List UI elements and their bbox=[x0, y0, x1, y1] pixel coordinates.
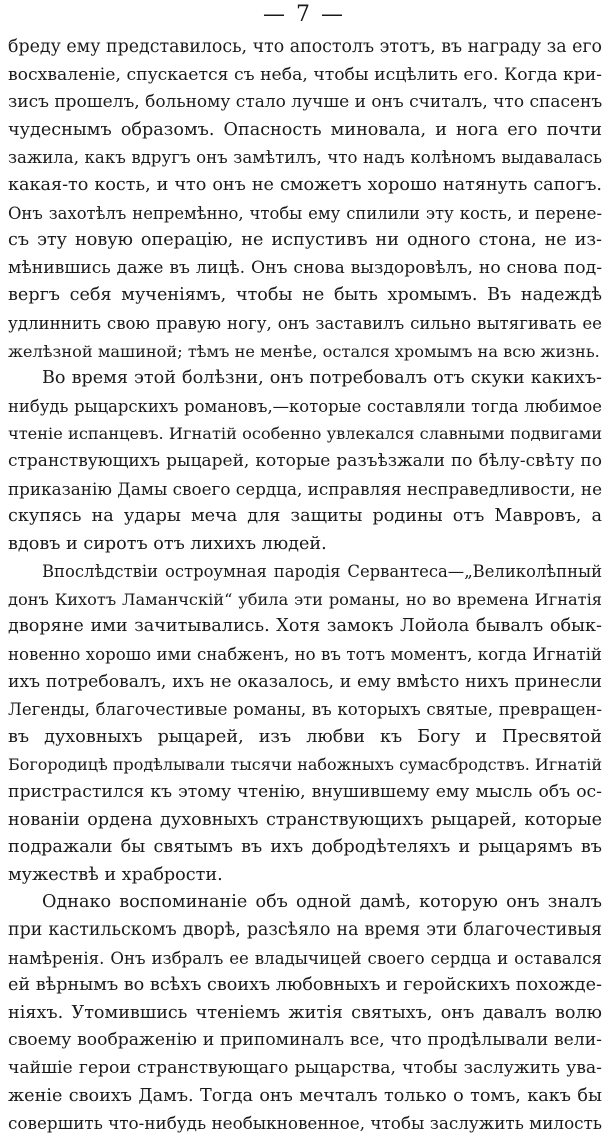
text-line: нибудь рыцарскихъ романовъ,—которые составляли тогда любимое bbox=[8, 396, 602, 416]
text-line: зажила, какъ вдругъ онъ замѣтилъ, что надъ колѣномъ выдавалась bbox=[8, 148, 602, 168]
text-line: Однако воспоминаніе объ одной дамѣ, которую онъ зналъ bbox=[42, 892, 602, 913]
text-line: донъ Кихотъ Ламанчскій“ убила эти романы, но во времена Игнатія bbox=[8, 589, 602, 609]
text-line: новенно хорошо ими снабженъ, но въ тотъ моментъ, когда Игнатій bbox=[8, 645, 602, 665]
paragraph bbox=[8, 889, 602, 1137]
text-line: удлиннить свою правую ногу, онъ заставилъ сильно вытягивать ее bbox=[8, 313, 602, 333]
text-line: мужествѣ и храбрости. bbox=[8, 864, 223, 885]
text-line: вдовъ и сиротъ отъ лихихъ людей. bbox=[8, 533, 327, 554]
body-text bbox=[8, 34, 602, 1138]
text-line: ей вѣрнымъ во всѣхъ своихъ любовныхъ и геройскихъ похожде- bbox=[8, 975, 602, 996]
text-line: бреду ему представилось, что апостолъ этотъ, въ награду за его bbox=[8, 37, 602, 57]
text-line: Богородицѣ продѣлывали тысячи набожныхъ сумасбродствъ. Игнатій bbox=[8, 755, 603, 775]
text-line: скупясь на удары меча для защиты родины отъ Мавровъ, а bbox=[8, 506, 602, 527]
text-line: чудеснымъ образомъ. Опасность миновала, и нога его почти bbox=[8, 119, 602, 140]
text-line: въ духовныхъ рыцарей, изъ любви къ Богу и Пресвятой bbox=[8, 726, 602, 747]
text-line: мѣнившись даже въ лицѣ. Онъ снова выздоровѣлъ, но снова под- bbox=[8, 257, 602, 278]
text-line: пристрастился къ этому чтенію, внушившему ему мысль объ ос- bbox=[8, 782, 602, 803]
text-line: странствующихъ рыцарей, которые разъѣзжали по бѣлу-свѣту по bbox=[8, 450, 602, 471]
text-line: совершить что-нибудь необыкновенное, чтобы заслужить милость bbox=[8, 1113, 602, 1134]
text-line: ихъ потребовалъ, ихъ не оказалось, и ему вмѣсто нихъ принесли bbox=[8, 671, 602, 692]
text-line: желѣзной машиной; тѣмъ не менѣе, остался хромымъ на всю жизнь. bbox=[8, 341, 600, 361]
text-line: намѣренія. Онъ избралъ ее владычицей своего сердца и оставался bbox=[8, 948, 602, 968]
text-line: съ эту новую операцію, не испустивъ ни одного стона, не из- bbox=[8, 230, 602, 251]
text-line: восхваленіе, спускается съ неба, чтобы исцѣлить его. Когда кри- bbox=[8, 64, 602, 85]
text-line: своему воображенію и припоминалъ все, что продѣлывали вели- bbox=[8, 1030, 602, 1051]
text-line: Легенды, благочестивые романы, въ которыхъ святые, превращен- bbox=[8, 700, 602, 720]
text-line: подражали бы святымъ въ ихъ добродѣтеляхъ и рыцарямъ въ bbox=[8, 837, 602, 858]
paragraph bbox=[8, 558, 602, 889]
paragraph bbox=[8, 34, 602, 365]
text-line: чтеніе испанцевъ. Игнатій особенно увлекался славными подвигами bbox=[8, 424, 602, 444]
text-line: нованіи ордена духовныхъ странствующихъ рыцарей, которые bbox=[8, 809, 602, 830]
page-number: — 7 — bbox=[263, 2, 345, 27]
text-line: Во время этой болѣзни, онъ потребовалъ отъ скуки какихъ- bbox=[42, 368, 602, 389]
text-line: при кастильскомъ дворѣ, разсѣяло на время эти благочестивыя bbox=[8, 920, 602, 940]
text-line: Впослѣдствіи остроумная пародія Сервантеса—„Великолѣпный bbox=[42, 562, 602, 582]
text-line: какая-то кость, и что онъ не сможетъ хорошо натянуть сапогъ. bbox=[8, 174, 602, 195]
text-line: зисъ прошелъ, больному стало лучше и онъ считалъ, что спасенъ bbox=[8, 92, 603, 113]
text-line: женіе своихъ Дамъ. Тогда онъ мечталъ только о томъ, какъ бы bbox=[8, 1085, 602, 1106]
text-line: приказанію Дамы своего сердца, исправляя несправедливости, не bbox=[8, 478, 602, 499]
text-line: вергъ себя мученіямъ, чтобы не быть хромымъ. Въ надеждѣ bbox=[8, 285, 602, 306]
text-line: дворяне ими зачитывались. Хотя замокъ Лойола бывалъ обык- bbox=[8, 616, 602, 637]
paragraph bbox=[8, 365, 602, 558]
text-line: чайшіе герои странствующаго рыцарства, чтобы заслужить ува- bbox=[8, 1057, 602, 1078]
text-line: ніяхъ. Утомившись чтеніемъ житія святыхъ, онъ давалъ волю bbox=[8, 1002, 602, 1023]
text-line: Онъ захотѣлъ непремѣнно, чтобы ему спилили эту кость, и перене- bbox=[8, 203, 602, 223]
